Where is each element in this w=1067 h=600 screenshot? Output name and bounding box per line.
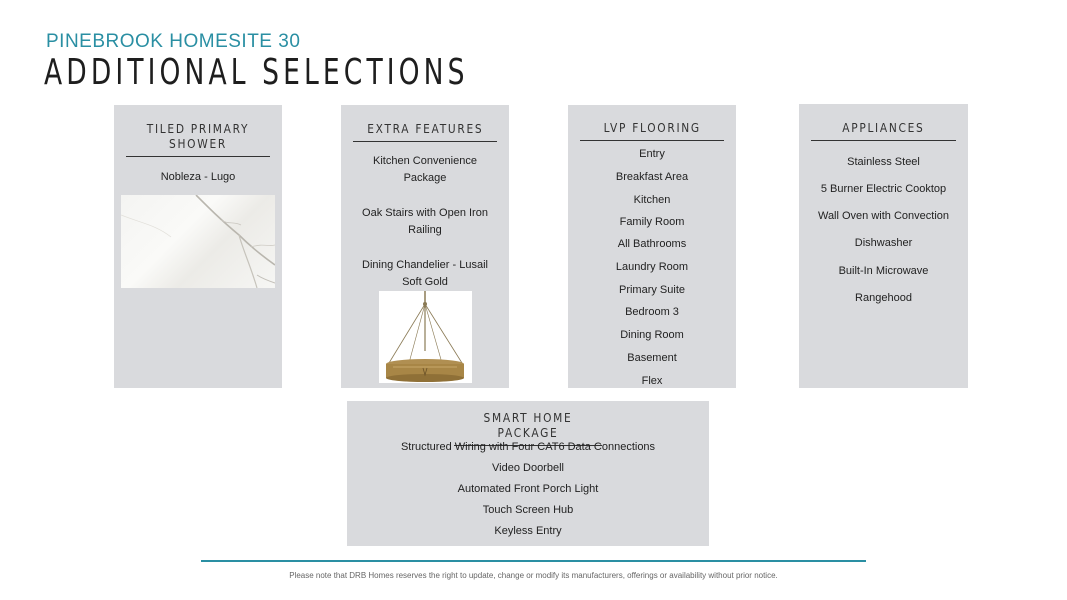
flooring-room-item: Flex [641,375,663,387]
flooring-room-item: Basement [627,352,677,364]
flooring-room-item: Entry [639,148,665,160]
flooring-room-item: Laundry Room [615,261,689,273]
flooring-room-item: Family Room [619,216,685,228]
marble-tile-image [121,195,275,288]
appliance-item: 5 Burner Electric Cooktop [820,183,947,195]
chandelier-image [379,291,472,383]
homesite-subtitle: PINEBROOK HOMESITE 30 [46,31,301,52]
page-title: ADDITIONAL SELECTIONS [44,52,469,93]
appliance-item: Rangehood [855,292,912,304]
disclaimer-note: Please note that DRB Homes reserves the right to update, change or modify its manufacturers, offerings or availability without prior notice. [289,571,778,580]
flooring-room-item: Breakfast Area [615,171,689,183]
smart-home-item: Keyless Entry [494,525,562,537]
card-appliances [799,104,968,388]
footer-divider [201,560,866,562]
extra-feature-item: Kitchen Convenience Package [373,155,477,184]
flooring-room-item: Bedroom 3 [625,306,679,318]
card-heading: EXTRA FEATURES [353,121,497,142]
flooring-room-item: Dining Room [620,329,684,341]
extra-feature-item: Dining Chandelier - Lusail Soft Gold [362,259,488,288]
card-heading: APPLIANCES [811,120,956,141]
card-tiled-primary-shower [114,105,282,388]
appliance-item: Wall Oven with Convection [817,210,950,222]
flooring-room-item: Kitchen [633,194,671,206]
card-heading: TILED PRIMARY SHOWER [126,121,270,157]
card-extra-features [341,105,509,388]
flooring-room-item: All Bathrooms [617,238,687,250]
smart-home-item: Automated Front Porch Light [457,483,599,495]
smart-home-item: Touch Screen Hub [482,504,574,516]
flooring-room-item: Primary Suite [618,284,686,296]
card-smart-home-package [347,401,709,546]
appliance-item: Dishwasher [854,237,913,249]
appliance-item: Built-In Microwave [838,265,929,277]
card-lvp-flooring [568,105,736,388]
appliance-item: Stainless Steel [847,156,920,168]
extra-feature-item: Oak Stairs with Open Iron Railing [362,207,488,236]
card-heading: SMART HOME PACKAGE [454,410,602,446]
shower-tile-name: Nobleza - Lugo [160,171,236,183]
smart-home-item: Structured Wiring with Four CAT6 Data Connections [400,441,656,453]
card-heading: LVP FLOORING [580,120,724,141]
smart-home-item: Video Doorbell [492,462,564,474]
